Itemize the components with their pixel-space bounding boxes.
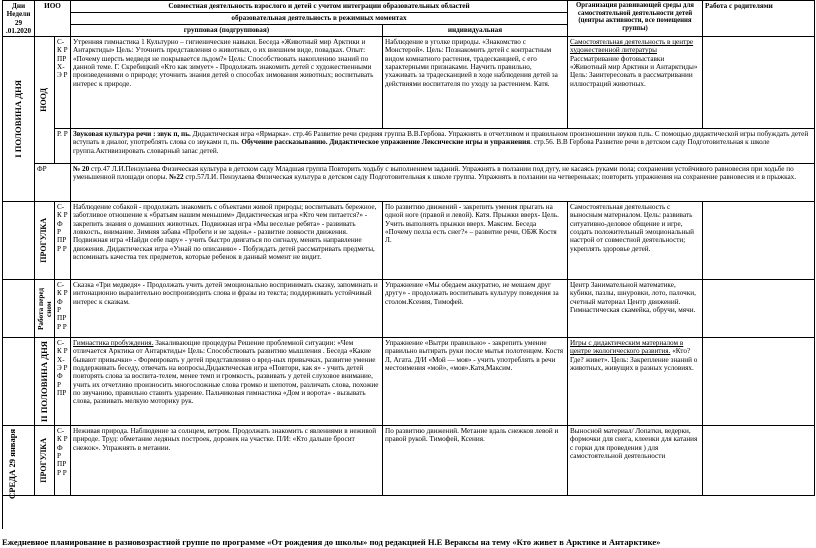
row6-environment-text: «Кто? Где? живет». Цель: Закрепление знаний о животных, живущих в разных условиях. [570, 347, 698, 373]
row6-environment [568, 338, 703, 426]
second-half-section [35, 338, 55, 426]
code: С-К Р [57, 38, 68, 55]
code: С-К Р [57, 281, 68, 298]
code: Р Р [57, 468, 67, 477]
row3-lesson [71, 164, 815, 202]
row4-parents [703, 202, 815, 280]
row3-lesson-lead2: №22 [169, 173, 184, 182]
row1-group-activity: Утренняя гимнастика 1 Культурно – гигиенические навыки. Беседа «Животный мир Арктики и Антарктиды» Цель: Уточнить представления о животных, о их внешнем виде, повадках. Опыт: «Почему шерсть медведя не покрывается льдом?» Цель: Способствовать накоплению знаний по данной теме. Г. Скребицкий «Кто как зимует» - Продолжать знакомить детей с художественными произведениями о природе; уточнить знания детей о способах зимования животных; воспитывать интерес к природе. [71, 37, 383, 129]
code: Ф Р [57, 297, 63, 315]
weekday-date-label: СРЕДА 29 января [7, 428, 17, 500]
code: ПР [57, 236, 67, 245]
row2-lesson-text: Дидактическая игра «Ярмарка». стр.46 Развитие речи средняя группа В.В.Гербова. Упражнять в отчетливом и правильном произношении звуков п,пь. С помощью дидактической игры побуждать детей вступать в диалог, употреблять слова со звуками п, пь. [73, 130, 809, 147]
edu-activity-header: образовательная деятельность в режимных моментах [71, 13, 568, 25]
row6-parents [703, 338, 815, 426]
row7-group-activity: Неживая природа. Наблюдение за солнцем, ветром. Продолжать знакомить с явлениями в неживой природе. Труд: обметание ледяных построек, дорожек на участке. П/И: «Кто дальше бросит снежок». Упражнять в метании. [71, 426, 383, 496]
row2-lesson-lead2: Обучение рассказыванию. Дидактическое упражнение Лексические игры и упражнения [241, 138, 531, 147]
row4-codes [55, 202, 71, 280]
code: С-К Р [57, 427, 68, 444]
row1-individual-activity: Наблюдение в уголке природы. «Знакомство с Монстерой». Цель: Познакомить детей с контрастным видом комнатного растения, традесканцией, с его характерными признаками. Научить правильно, ухаживать за традесканцией в ходе наблюдения детей за действиями воспитателя по уходу за растением. Катя. [383, 37, 568, 129]
code: ФР [37, 165, 47, 174]
row2-lesson [71, 129, 815, 164]
row1-parents [703, 37, 815, 129]
row5-group-activity: Сказка «Три медведя» - Продолжать учить детей эмоционально воспринимать сказку, запоминать и интонационно выразительно воспроизводить слова и фразы из текста; поддерживать устойчивый интерес к сказкам. [71, 280, 383, 338]
second-half-label: II ПОЛОВИНА ДНЯ [39, 341, 50, 423]
environment-header: Организация развивающей среды для самостоятельной деятельности детей (центры активности, все помещения группы) [568, 1, 703, 37]
row7-environment: Выносной материал/ Лопатки, ведерки, формочки для снега, клеенки для катания с горки для проведения ) для самостоятельной деятельности [568, 426, 703, 496]
code: ПР [57, 314, 67, 323]
row6-environment-underlined: Игры с дидактическим материалом в центре экологического развития. [570, 339, 684, 356]
code: ПР [57, 54, 67, 63]
row7-codes [55, 426, 71, 496]
row3-lesson-text: стр.47 Л.И.Пензулаева Физическая культура в детском саду Младшая группа Повторить ходьбу с выполнением заданий. Упражнять в ползании под дугу, не касаясь руками пола; сохранении устойчивого равновесия при ходьбе по уменьшенной площади опоры. [73, 165, 794, 182]
day-header [3, 1, 35, 37]
code: С-К Р [57, 203, 68, 220]
row6-individual-activity: Упражнение «Вытри правильно» - закрепить умение правильно вытирать руки после мытья полотенцем. Костя Л, Агата. Д/И «Мой — моя» - учить употреблять в речи местоимения «мой», «моя».Катя,Максим. [383, 338, 568, 426]
walk2-section [35, 426, 55, 496]
code: Р Р [57, 244, 67, 253]
row3-lesson-text2: стр.57Л.И. Пензулаева Физическая культура в детском саду Подготовительная к школе группа. Упражнять в ползании на четвереньках; повторить упражнения на сохранение равновесия и в прыжках. [183, 173, 797, 182]
date-label: 29 .01.2020 [5, 18, 32, 35]
row2-codes [55, 129, 71, 164]
row3-lesson-lead: № 20 [73, 165, 90, 174]
row1-environment-underlined: Самостоятельная деятельность в центре художественной литературы [570, 38, 694, 55]
row4-environment: Самостоятельная деятельность с выносным материалом. Цель: развивать ситуативно-деловое общение и игре, создать положительный эмоциональный настрой от совместной деятельности; укреплять здоровье детей. [568, 202, 703, 280]
row5-codes [55, 280, 71, 338]
row5-environment: Центр Занимательной математике, кубики, пазлы, шнуровки, лото, палочки, счетный материал Центр движений. Гимнастическая скамейка, обручи, мячи. [568, 280, 703, 338]
day-label: Дни Недели [6, 2, 31, 19]
row4-group-activity: Наблюдение собакой - продолжать знакомить с объектами живой природы; воспитывать бережное, заботливое отношение к «братьям нашим меньшим» Дидактическая игра «Кто чем питается?» - закрепить знания о домашних животных. Подвижная игра «Мы веселые ребята» - развивать ловкость, внимание. Зимняя забава «Пробеги и не задень» - развитие ловкости движения. Подвижная игра «Найди себе пару» - учить быстро двигаться по сигналу, менять направление движения. Дидактическая игра «Узнай по описанию» - Побуждать детей рассматривать предметы, вспоминать качества тех предметов, которые ребенок в данный момент не видит. [71, 202, 383, 280]
code: Ф Р [57, 219, 63, 237]
ioo-header: ИОО [35, 1, 71, 37]
daily-plan-table [2, 0, 815, 496]
row1-environment-text: Рассматривание фотовыставки «Животный мир Арктики и Антарктиды» Цель: Заинтересовать в рассматривании иллюстраций животных. [570, 54, 698, 88]
code: Р Р [57, 322, 67, 331]
nod-section [35, 37, 55, 164]
first-half-section [3, 37, 35, 202]
row6-group-lead: Гимнастика пробуждения. [73, 339, 154, 348]
before-sleep-section [35, 280, 55, 338]
parents-header: Работа с родителями [703, 1, 815, 37]
row6-group-activity [71, 338, 383, 426]
walk1-section [35, 202, 55, 280]
row4-individual-activity: По развитию движений - закрепить умения прыгать на одной ноге (правой и левой). Катя. Прыжки вверх- Цель. Учить выполнять прыжки вверх. Максим. Беседа «Почему пелла есть снег?» – развитие речи, ОБЖ Костя Л. [383, 202, 568, 280]
row2-lesson-text2: . стр.56. В.В Гербова Развитие речи в детском саду Подготовительная к школе группа.Активизировать словарный запас детей. [73, 138, 770, 155]
row7-parents [703, 426, 815, 496]
row5-parents [703, 280, 815, 338]
first-half-label: I ПОЛОВИНА ДНЯ [13, 80, 24, 159]
plan-footer-title: Ежедневное планирование в разновозрастной группе по программе «От рождения до школы» под редакцией Н.Е Вераксы на тему «Кто живет в Арктике и Антарктике» [2, 537, 661, 547]
left-blank-walk1 [3, 202, 35, 280]
row1-codes [55, 37, 71, 129]
row1-environment [568, 37, 703, 129]
individual-column-header: индивидуальная [383, 25, 568, 37]
walk2-label: ПРОГУЛКА [39, 438, 49, 484]
code: ПР [57, 388, 67, 397]
code: Х- Э Р [57, 355, 68, 373]
code: ПР [57, 460, 67, 469]
row6-group-text: Закаливающие процедуры Решение проблемной ситуации: «Чем отличается Арктика от Антарктиды» Цель: Способствовать развитию мышления . Беседа «Какие бывают привычки» - Формировать у детей представления о вред-ных привычках, развитие умение поддерживать беседу, отвечать на вопросы.Дидактическая игра «Повтори, как я» - учить детей повторять слова за воспита-телем, менее темп и громкость, развивать у детей слуховое внимание, учить их отчетливо произносить многосложные слова громко и шепотом, различать слова, похожие по звучанию, правильно ставить ударение. Пальчиковая гимнастика «Дом и ворота» - вызывать слова, развивать мелкую моторику рук. [73, 339, 379, 406]
before-sleep-label: Работа перед сном [36, 287, 53, 330]
code: Ф Р [57, 443, 63, 461]
code: Х-Э Р [57, 63, 68, 80]
code: Ф Р [57, 372, 63, 389]
row2-lesson-lead: Звуковая культура речи : звук п, пь. [73, 130, 191, 139]
group-column-header: групповая (подгрупповая) [71, 25, 383, 37]
joint-activity-header: Совместная деятельность взрослого и детей с учетом интеграции образовательных областей [71, 1, 568, 13]
left-blank-sleep [3, 280, 35, 338]
walk1-label: ПРОГУЛКА [39, 218, 49, 264]
row5-individual-activity: Упражнение «Мы обедаем аккуратно, не мешаем друг другу» - продолжать воспитывать культуру поведения за столом.Ксения, Тимофей. [383, 280, 568, 338]
row6-codes [55, 338, 71, 426]
row3-codes [35, 164, 71, 202]
nod-label: НООД [39, 88, 49, 113]
weekday-date-column [2, 403, 25, 529]
row7-individual-activity: По развитию движений. Метание вдаль снежков левой и правой рукой. Тимофей, Ксения. [383, 426, 568, 496]
code: С-К Р [57, 339, 68, 356]
code: Р. Р [57, 130, 68, 139]
